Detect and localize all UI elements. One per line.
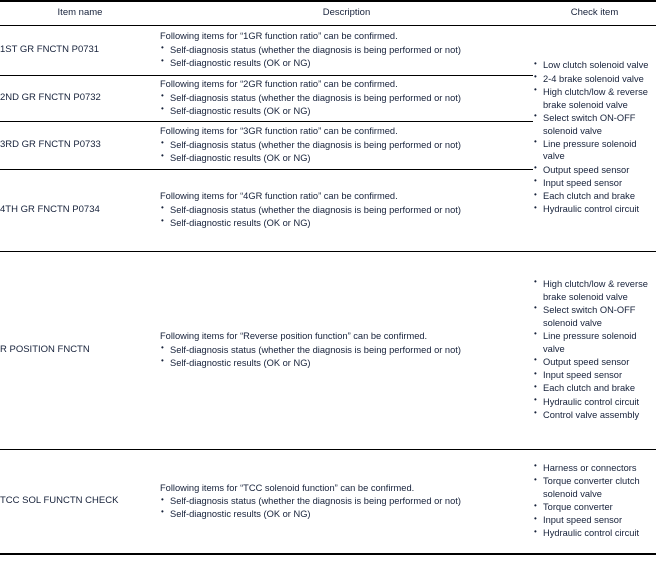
- check-item-list: [533, 462, 656, 540]
- check-item-entry: • 2-4 brake solenoid valve: [533, 73, 656, 86]
- check-item-list: [533, 59, 656, 216]
- description-bullet-item: • Self-diagnostic results (OK or NG): [160, 57, 533, 69]
- column-header-item-name: Item name: [0, 1, 160, 25]
- check-item-entry: • Harness or connectors: [533, 462, 656, 475]
- table-row: [0, 449, 656, 554]
- description-bullet-item: • Self-diagnosis status (whether the diagnosis is being performed or not): [160, 139, 533, 151]
- check-item-entry: • Hydraulic control circuit: [533, 203, 656, 216]
- table-row: [0, 25, 656, 75]
- cell-description: [160, 121, 533, 169]
- column-header-description: Description: [160, 1, 533, 25]
- description-bullet-list: [160, 344, 533, 369]
- description-bullet-item: • Self-diagnostic results (OK or NG): [160, 217, 533, 229]
- description-bullet-list: [160, 44, 533, 69]
- check-item-entry: • Low clutch solenoid valve: [533, 59, 656, 72]
- description-lead-text: Following items for “4GR function ratio” can be confirmed.: [160, 191, 398, 202]
- cell-description: [160, 251, 533, 449]
- cell-item-name: 2ND GR FNCTN P0732: [0, 75, 160, 121]
- cell-check-item: [533, 449, 656, 554]
- cell-item-name: 3RD GR FNCTN P0733: [0, 121, 160, 169]
- check-item-entry: • Each clutch and brake: [533, 382, 656, 395]
- table-body: [0, 25, 656, 554]
- check-item-entry: • Control valve assembly: [533, 409, 656, 422]
- description-bullet-item: • Self-diagnostic results (OK or NG): [160, 508, 533, 520]
- description-lead-text: Following items for “TCC solenoid function” can be confirmed.: [160, 482, 415, 493]
- check-item-list: [533, 278, 656, 422]
- cell-item-name: 1ST GR FNCTN P0731: [0, 25, 160, 75]
- cell-description: [160, 75, 533, 121]
- column-header-check-item: Check item: [533, 1, 656, 25]
- cell-check-item: [533, 251, 656, 449]
- description-bullet-item: • Self-diagnostic results (OK or NG): [160, 105, 533, 117]
- description-bullet-item: • Self-diagnosis status (whether the diagnosis is being performed or not): [160, 92, 533, 104]
- cell-description: [160, 169, 533, 251]
- cell-item-name: R POSITION FNCTN: [0, 251, 160, 449]
- description-lead-text: Following items for “3GR function ratio” can be confirmed.: [160, 126, 398, 137]
- description-bullet-list: [160, 495, 533, 520]
- description-lead-text: Following items for “2GR function ratio” can be confirmed.: [160, 79, 398, 90]
- check-item-entry: • Input speed sensor: [533, 514, 656, 527]
- header-row: [0, 1, 656, 25]
- check-item-entry: • Output speed sensor: [533, 356, 656, 369]
- description-bullet-item: • Self-diagnosis status (whether the diagnosis is being performed or not): [160, 44, 533, 56]
- description-lead-text: Following items for “Reverse position function” can be confirmed.: [160, 331, 428, 342]
- description-bullet-item: • Self-diagnosis status (whether the diagnosis is being performed or not): [160, 204, 533, 216]
- description-bullet-list: [160, 92, 533, 117]
- check-item-entry: • Select switch ON-OFF solenoid valve: [533, 304, 656, 329]
- check-item-entry: • Input speed sensor: [533, 177, 656, 190]
- check-item-entry: • Line pressure solenoid valve: [533, 330, 656, 355]
- check-item-entry: • Each clutch and brake: [533, 190, 656, 203]
- description-bullet-item: • Self-diagnosis status (whether the diagnosis is being performed or not): [160, 344, 533, 356]
- cell-check-item: [533, 25, 656, 251]
- check-item-entry: • Hydraulic control circuit: [533, 396, 656, 409]
- table-header: [0, 1, 656, 25]
- description-bullet-list: [160, 204, 533, 229]
- check-item-entry: • Torque converter clutch solenoid valve: [533, 475, 656, 500]
- description-lead-text: Following items for “1GR function ratio” can be confirmed.: [160, 31, 398, 42]
- cell-description: [160, 449, 533, 554]
- check-item-entry: • Torque converter: [533, 501, 656, 514]
- check-item-entry: • Input speed sensor: [533, 369, 656, 382]
- check-item-entry: • High clutch/low & reverse brake solenoid valve: [533, 86, 656, 111]
- description-bullet-item: • Self-diagnostic results (OK or NG): [160, 152, 533, 164]
- description-bullet-item: • Self-diagnostic results (OK or NG): [160, 357, 533, 369]
- check-item-entry: • High clutch/low & reverse brake solenoid valve: [533, 278, 656, 303]
- check-item-entry: • Hydraulic control circuit: [533, 527, 656, 540]
- check-item-entry: • Select switch ON-OFF solenoid valve: [533, 112, 656, 137]
- cell-item-name: TCC SOL FUNCTN CHECK: [0, 449, 160, 554]
- description-bullet-item: • Self-diagnosis status (whether the diagnosis is being performed or not): [160, 495, 533, 507]
- check-item-entry: • Output speed sensor: [533, 164, 656, 177]
- table-row: [0, 251, 656, 449]
- check-item-entry: • Line pressure solenoid valve: [533, 138, 656, 163]
- description-bullet-list: [160, 139, 533, 164]
- cell-item-name: 4TH GR FNCTN P0734: [0, 169, 160, 251]
- cell-description: [160, 25, 533, 75]
